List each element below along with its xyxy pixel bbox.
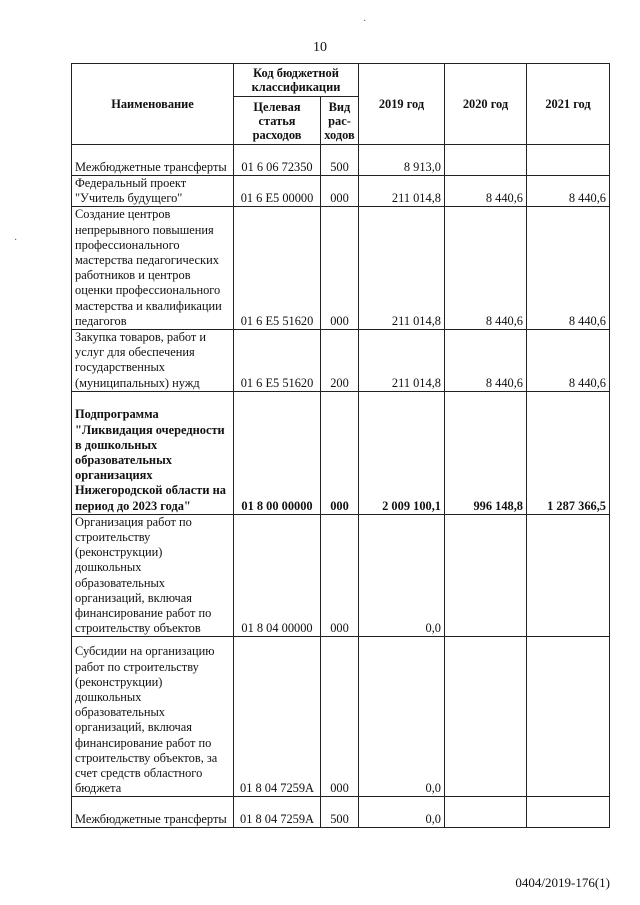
table-row	[72, 330, 610, 392]
row-expense-type: 000	[321, 391, 359, 514]
row-target-article: 01 8 04 7259A	[234, 637, 321, 797]
row-target-article: 01 6 06 72350	[234, 145, 321, 176]
header-budget-code: Код бюджетной классификации	[234, 64, 359, 97]
header-2021: 2021 год	[527, 64, 610, 145]
row-expense-type: 500	[321, 797, 359, 828]
row-value-2020	[445, 797, 527, 828]
row-name: Организация работ по строительству (реконструкции) дошкольных образовательных организаций, включая финансирование работ по строительству объектов	[72, 514, 234, 637]
row-value-2021	[527, 514, 610, 637]
row-value-2019: 0,0	[359, 797, 445, 828]
budget-table	[71, 63, 610, 828]
row-value-2021: 1 287 366,5	[527, 391, 610, 514]
row-value-2019: 211 014,8	[359, 207, 445, 330]
row-name: Подпрограмма "Ликвидация очередности в дошкольных образовательных организациях Нижегородской области на период до 2023 года"	[72, 391, 234, 514]
row-name: Создание центров непрерывного повышения профессионального мастерства педагогических работников и центров оценки профессионального мастерства и квалификации педагогов	[72, 207, 234, 330]
page-number: 10	[313, 40, 327, 55]
row-expense-type: 000	[321, 176, 359, 207]
row-value-2020: 8 440,6	[445, 330, 527, 392]
row-value-2021	[527, 797, 610, 828]
document-code: 0404/2019-176(1)	[515, 875, 610, 890]
table-row	[72, 514, 610, 637]
row-value-2019: 2 009 100,1	[359, 391, 445, 514]
scan-mark: ·	[363, 16, 367, 27]
row-value-2021: 8 440,6	[527, 176, 610, 207]
header-expense-type: Вид рас-ходов	[321, 97, 359, 145]
row-expense-type: 000	[321, 207, 359, 330]
row-name: Межбюджетные трансферты	[72, 797, 234, 828]
row-value-2021: 8 440,6	[527, 207, 610, 330]
row-expense-type: 200	[321, 330, 359, 392]
row-value-2020	[445, 145, 527, 176]
table-row	[72, 145, 610, 176]
row-name: Закупка товаров, работ и услуг для обеспечения государственных (муниципальных) нужд	[72, 330, 234, 392]
row-value-2021	[527, 637, 610, 797]
row-value-2019: 0,0	[359, 514, 445, 637]
row-value-2021	[527, 145, 610, 176]
table-row	[72, 797, 610, 828]
table-row	[72, 637, 610, 797]
header-2020: 2020 год	[445, 64, 527, 145]
row-target-article: 01 6 E5 00000	[234, 176, 321, 207]
row-value-2021: 8 440,6	[527, 330, 610, 392]
header-2019: 2019 год	[359, 64, 445, 145]
table-row	[72, 391, 610, 514]
row-name: Федеральный проект "Учитель будущего"	[72, 176, 234, 207]
row-value-2020: 8 440,6	[445, 207, 527, 330]
row-target-article: 01 6 E5 51620	[234, 207, 321, 330]
table-row	[72, 207, 610, 330]
row-value-2020: 8 440,6	[445, 176, 527, 207]
row-target-article: 01 6 E5 51620	[234, 330, 321, 392]
row-expense-type: 000	[321, 514, 359, 637]
row-value-2019: 8 913,0	[359, 145, 445, 176]
row-target-article: 01 8 04 00000	[234, 514, 321, 637]
row-value-2020	[445, 514, 527, 637]
header-name: Наименование	[72, 64, 234, 145]
row-expense-type: 000	[321, 637, 359, 797]
row-value-2020: 996 148,8	[445, 391, 527, 514]
row-name: Субсидии на организацию работ по строительству (реконструкции) дошкольных образовательных организаций, включая финансирование работ по строительству объектов, за счет средств областного бюджета	[72, 637, 234, 797]
table-row	[72, 176, 610, 207]
row-value-2019: 211 014,8	[359, 176, 445, 207]
row-value-2019: 0,0	[359, 637, 445, 797]
row-target-article: 01 8 04 7259A	[234, 797, 321, 828]
row-value-2019: 211 014,8	[359, 330, 445, 392]
row-target-article: 01 8 00 00000	[234, 391, 321, 514]
header-target-article: Целевая статья расходов	[234, 97, 321, 145]
scan-mark: ·	[14, 235, 18, 246]
row-expense-type: 500	[321, 145, 359, 176]
row-name: Межбюджетные трансферты	[72, 145, 234, 176]
row-value-2020	[445, 637, 527, 797]
